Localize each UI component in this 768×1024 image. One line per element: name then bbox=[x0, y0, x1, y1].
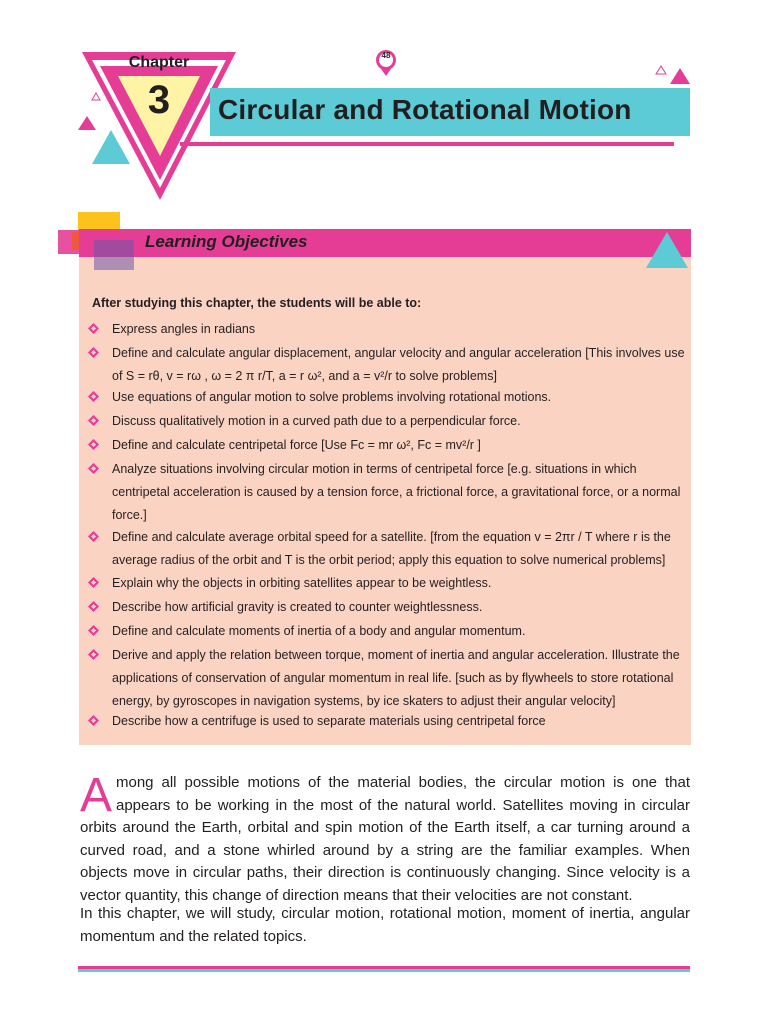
diamond-bullet-icon bbox=[88, 625, 99, 636]
diamond-bullet-icon bbox=[88, 601, 99, 612]
list-item: Describe how a centrifuge is used to separate materials using centripetal force bbox=[88, 710, 688, 733]
body-paragraph-1: mong all possible motions of the material bodies, the circular motion is one that appears to be working in the most of the natural world. Satellites moving in circular orbits around the Earth, orbital and spin motion of the Earth itself, a car turning around a curved road, and a stone whirled around by a string are the familiar examples. When objects move in circular paths, their direction is continuously changing. Since velocity is a vector quantity, this change of direction means that their velocities are not constant. bbox=[80, 774, 690, 904]
list-item: Explain why the objects in orbiting satellites appear to be weightless. bbox=[88, 572, 688, 595]
objectives-intro: After studying this chapter, the students will be able to: bbox=[92, 296, 422, 310]
chapter-title: Circular and Rotational Motion bbox=[218, 94, 632, 125]
list-item: Use equations of angular motion to solve problems involving rotational motions. bbox=[88, 386, 688, 409]
page-number: 48 bbox=[381, 51, 391, 60]
lo-teal-triangle bbox=[646, 232, 688, 268]
diamond-bullet-icon bbox=[88, 439, 99, 450]
diamond-bullet-icon bbox=[88, 649, 99, 660]
list-item: Express angles in radians bbox=[88, 318, 688, 341]
list-item: Describe how artificial gravity is created to counter weightlessness. bbox=[88, 596, 688, 619]
drop-cap: A bbox=[80, 769, 113, 822]
diamond-bullet-icon bbox=[88, 415, 99, 426]
diamond-bullet-icon bbox=[88, 531, 99, 542]
list-item: Define and calculate centripetal force [Use Fc = mr ω², Fc = mv²/r ] bbox=[88, 434, 688, 457]
list-item: Define and calculate moments of inertia of a body and angular momentum. bbox=[88, 620, 688, 643]
list-item: Analyze situations involving circular motion in terms of centripetal force [e.g. situations in which centripetal acceleration is caused by a tension force, a frictional force, a gravitational force, or a normal force.] bbox=[88, 458, 688, 527]
chapter-number: 3 bbox=[147, 78, 171, 122]
list-item: Derive and apply the relation between torque, moment of inertia and angular acceleration. Illustrate the applications of conservation of angular momentum in real life. [such as by flywheels to store rotational energy, by gyroscopes in navigation systems, by ice skaters to adjust their angular velocity] bbox=[88, 644, 688, 713]
diamond-bullet-icon bbox=[88, 715, 99, 726]
learning-objectives-heading: Learning Objectives bbox=[145, 232, 308, 251]
list-item: Discuss qualitatively motion in a curved path due to a perpendicular force. bbox=[88, 410, 688, 433]
body-paragraph-2: In this chapter, we will study, circular motion, rotational motion, moment of inertia, angular momentum and the related topics. bbox=[80, 905, 690, 945]
diamond-bullet-icon bbox=[88, 391, 99, 402]
footer-rule-teal bbox=[78, 969, 690, 972]
list-item: Define and calculate average orbital speed for a satellite. [from the equation v = 2πr / T where r is the average radius of the orbit and T is the orbit period; apply this equation to solve numerical problems] bbox=[88, 526, 688, 572]
list-item: Define and calculate angular displacement, angular velocity and angular acceleration [This involves use of S = rθ, v = rω , ω = 2 π r/T, a = r ω², and a = v²/r to solve problems] bbox=[88, 342, 688, 388]
diamond-bullet-icon bbox=[88, 463, 99, 474]
chapter-label: Chapter bbox=[128, 54, 190, 71]
diamond-bullet-icon bbox=[88, 577, 99, 588]
diamond-bullet-icon bbox=[88, 323, 99, 334]
diamond-bullet-icon bbox=[88, 347, 99, 358]
